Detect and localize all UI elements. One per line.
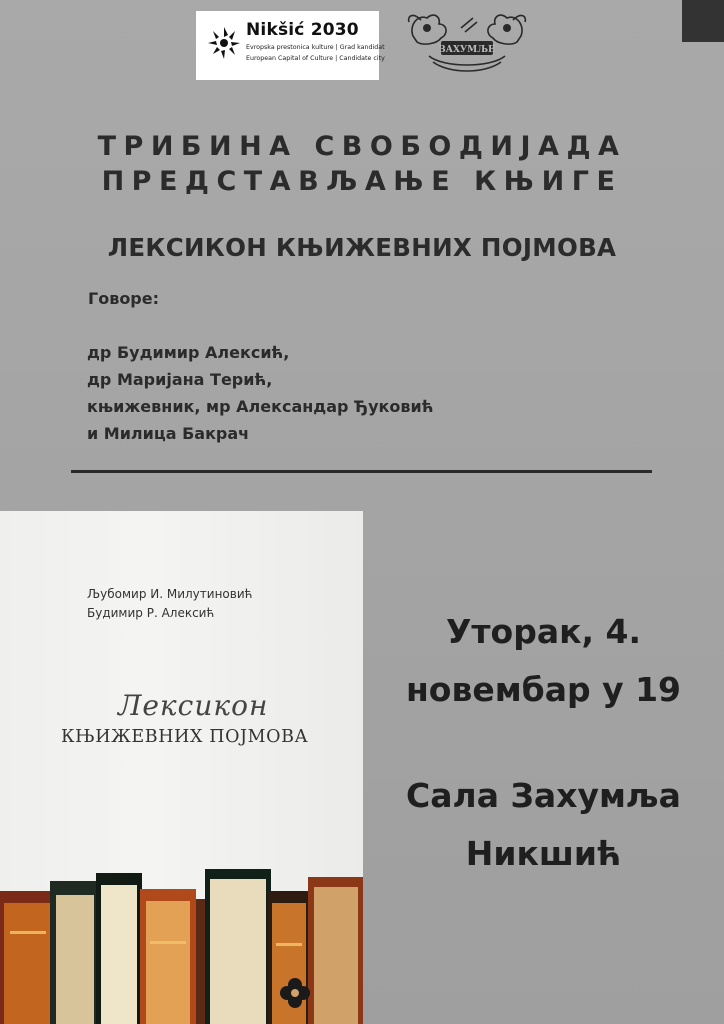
divider-line bbox=[71, 470, 652, 473]
headline-presentation: ПРЕДСТАВЉАЊЕ КЊИГЕ bbox=[101, 166, 623, 197]
event-venue: Сала Захумља bbox=[406, 776, 681, 815]
event-city: Никшић bbox=[465, 834, 622, 873]
speakers-label: Говоре: bbox=[88, 289, 160, 308]
speaker-name: др Будимир Алексић, bbox=[87, 343, 290, 362]
book-author: Љубомир И. Милутиновић bbox=[87, 587, 253, 601]
niksic-2030-logo bbox=[196, 11, 385, 80]
headline-event: ТРИБИНА СВОБОДИЈАДА bbox=[97, 131, 627, 162]
logo-tagline-local: Evropska prestonica kulture | Grad kandidat bbox=[246, 44, 385, 51]
speaker-name: књижевник, мр Александар Ђуковић bbox=[87, 397, 434, 416]
speaker-name: и Милица Бакрач bbox=[87, 424, 250, 443]
book-title-heading: ЛЕКСИКОН КЊИЖЕВНИХ ПОЈМОВА bbox=[107, 233, 617, 262]
logo-name: Nikšić 2030 bbox=[246, 20, 359, 40]
logo-tagline-english: European Capital of Culture | Candidate city bbox=[246, 55, 385, 62]
speaker-name: др Маријана Терић, bbox=[87, 370, 273, 389]
event-date: Уторак, 4. bbox=[445, 612, 642, 651]
emblem-text: ЗАХУМЉЕ bbox=[439, 45, 495, 55]
niksic-logo-icon bbox=[204, 23, 244, 63]
stacked-books-illustration bbox=[0, 851, 363, 1024]
book-cover-title: КЊИЖЕВНИХ ПОЈМОВА bbox=[61, 727, 309, 747]
book-cover bbox=[0, 511, 363, 1024]
event-date-time: новембар у 19 bbox=[405, 670, 682, 709]
zahumlje-emblem bbox=[403, 6, 531, 76]
corner-block bbox=[682, 0, 724, 42]
book-cover-title-script: Лексикон bbox=[118, 689, 269, 722]
book-author: Будимир Р. Алексић bbox=[87, 606, 215, 620]
